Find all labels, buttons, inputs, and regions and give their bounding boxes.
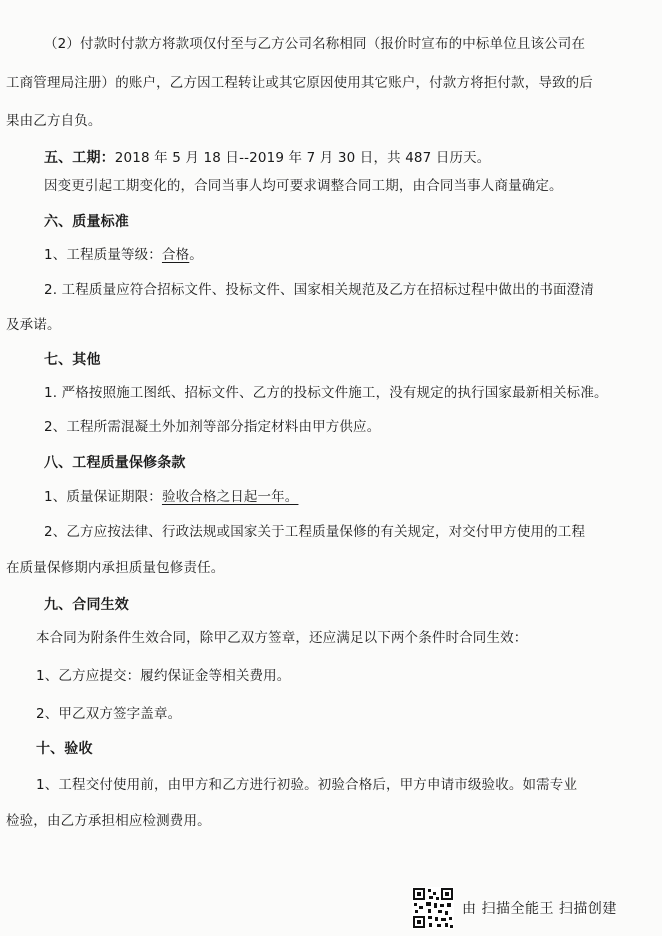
section-6-item-2-line-1: 2. 工程质量应符合招标文件、投标文件、国家相关规范及乙方在招标过程中做出的书面澄清: [44, 282, 594, 298]
section-9-heading: 九、合同生效: [44, 597, 129, 613]
section-9-paragraph: 本合同为附条件生效合同，除甲乙双方签章，还应满足以下两个条件时合同生效：: [36, 630, 528, 646]
scanner-watermark: [412, 886, 617, 930]
section-6-item-2-line-2: 及承诺。: [6, 317, 61, 333]
qr-code-icon: [412, 887, 454, 929]
scanner-watermark-text: 由 扫描全能王 扫描创建: [462, 901, 617, 917]
section-6-item-1-label: 1、工程质量等级：: [44, 247, 162, 263]
section-6-item-1-end: 。: [189, 247, 203, 263]
section-6-heading: 六、质量标准: [44, 214, 129, 230]
section-5-heading: 五、工期：: [44, 150, 115, 166]
section-8-heading: 八、工程质量保修条款: [44, 455, 186, 471]
section-6-item-1-value: 合格: [161, 247, 190, 263]
section-7-item-2: 2、工程所需混凝土外加剂等部分指定材料由甲方供应。: [44, 419, 381, 435]
section-7-item-1: 1. 严格按照施工图纸、招标文件、乙方的投标文件施工，没有规定的执行国家最新相关标准。: [44, 385, 608, 401]
payment-clause-line-1: （2）付款时付款方将款项仅付至与乙方公司名称相同（报价时宣布的中标单位且该公司在: [44, 36, 586, 52]
section-8-item-1-value: 验收合格之日起一年。: [161, 489, 299, 505]
section-8-item-2-line-1: 2、乙方应按法律、行政法规或国家关于工程质量保修的有关规定，对交付甲方使用的工程: [44, 524, 586, 540]
section-5-period: [44, 148, 490, 168]
section-10-item-1-line-1: 1、工程交付使用前，由甲方和乙方进行初验。初验合格后，甲方申请市级验收。如需专业: [36, 777, 578, 793]
section-10-item-1-line-2: 检验，由乙方承担相应检测费用。: [6, 813, 211, 829]
section-5-text: 2018 年 5 月 18 日--2019 年 7 月 30 日，共 487 日历天。: [114, 150, 491, 166]
section-8-item-1: [44, 487, 298, 507]
section-6-item-1: [44, 245, 203, 265]
section-8-item-1-label: 1、质量保证期限：: [44, 489, 162, 505]
payment-clause-line-3: 果由乙方自负。: [6, 113, 102, 129]
section-8-item-2-line-2: 在质量保修期内承担质量包修责任。: [6, 560, 225, 576]
section-5-paragraph: 因变更引起工期变化的，合同当事人均可要求调整合同工期，由合同当事人商量确定。: [44, 178, 563, 194]
section-9-item-1: 1、乙方应提交：履约保证金等相关费用。: [36, 668, 291, 684]
section-7-heading: 七、其他: [44, 352, 101, 368]
section-10-heading: 十、验收: [36, 741, 93, 757]
payment-clause-line-2: 工商管理局注册）的账户，乙方因工程转让或其它原因使用其它账户，付款方将拒付款，导致的后: [6, 75, 593, 91]
section-9-item-2: 2、甲乙双方签字盖章。: [36, 706, 182, 722]
